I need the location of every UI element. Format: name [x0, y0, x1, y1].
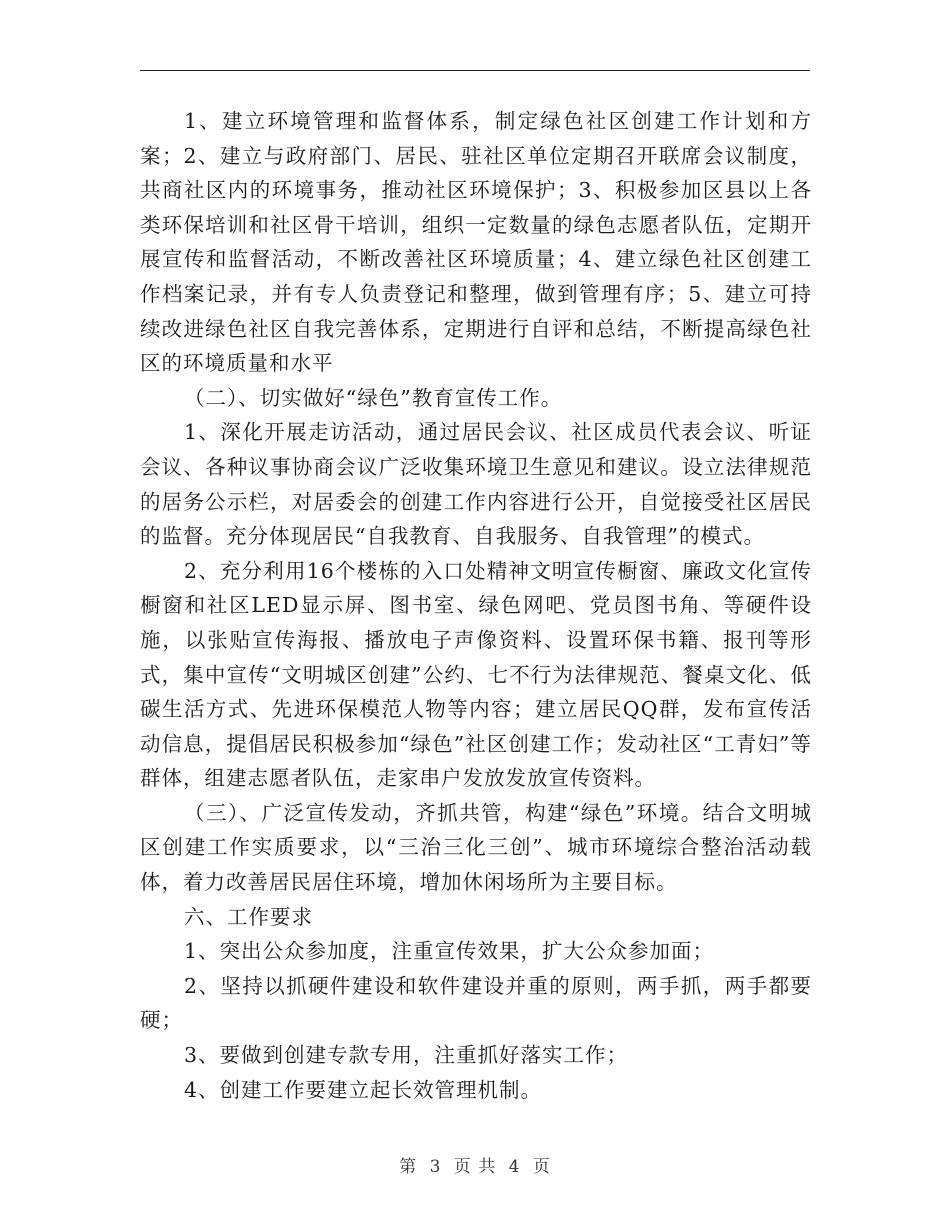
- paragraph-visits: 1、深化开展走访活动，通过居民会议、社区成员代表会议、听证会议、各种议事协商会议广泛收集环境卫生意见和建议。设立法律规范的居务公示栏，对居委会的创建工作内容进行公开，自觉接受社区居民的监督。充分体现居民“自我教育、自我服务、自我管理”的模式。: [140, 420, 812, 549]
- page-footer: [0, 1152, 950, 1177]
- requirement-item-1: 1、突出公众参加度，注重宣传效果，扩大公众参加面；: [184, 939, 715, 964]
- requirement-item-3: 3、要做到创建专款专用，注重抓好落实工作；: [184, 1043, 629, 1068]
- header-rule: [140, 70, 810, 71]
- section-heading-education: （二）、切实做好“绿色”教育宣传工作。: [184, 385, 563, 410]
- requirement-item-2: 2、坚持以抓硬件建设和软件建设并重的原则，两手抓，两手都要硬；: [140, 973, 812, 1033]
- document-body: [140, 104, 812, 1107]
- footer-prefix: 第: [399, 1157, 418, 1177]
- footer-middle: 页 共: [453, 1157, 497, 1177]
- footer-suffix: 页: [532, 1157, 551, 1177]
- paragraph-green-community-measures: 1、建立环境管理和监督体系，制定绿色社区创建工作计划和方案；2、建立与政府部门、居民、驻社区单位定期召开联席会议制度，共商社区内的环境事务，推动社区环境保护；3、积极参加区县以上各类环保培训和社区骨干培训，组织一定数量的绿色志愿者队伍，定期开展宣传和监督活动，不断改善社区环境质量；4、建立绿色社区创建工作档案记录，并有专人负责登记和整理，做到管理有序；5、建立可持续改进绿色社区自我完善体系，定期进行自评和总结，不断提高绿色社区的环境质量和水平: [140, 109, 812, 376]
- current-page-number: 3: [429, 1157, 442, 1177]
- section-heading-work-requirements: 六、工作要求: [184, 904, 313, 929]
- total-page-count: 4: [508, 1157, 521, 1177]
- requirement-item-4: 4、创建工作要建立起长效管理机制。: [184, 1077, 543, 1102]
- paragraph-publicity-facilities: 2、充分利用16个楼栋的入口处精神文明宣传橱窗、廉政文化宣传橱窗和社区LED显示屏、图书室、绿色网吧、党员图书角、等硬件设施，以张贴宣传海报、播放电子声像资料、设置环保书籍、报刊等形式，集中宣传“文明城区创建”公约、七不行为法律规范、餐桌文化、低碳生活方式、先进环保模范人物等内容；建立居民QQ群，发布宣传活动信息，提倡居民积极参加“绿色”社区创建工作；发动社区“工青妇”等群体，组建志愿者队伍，走家串户发放发放宣传资料。: [140, 558, 812, 791]
- section-heading-environment: （三）、广泛宣传发动，齐抓共管，构建“绿色”环境。结合文明城区创建工作实质要求，以“三治三化三创”、城市环境综合整治活动载体，着力改善居民居住环境，增加休闲场所为主要目标。: [140, 800, 812, 895]
